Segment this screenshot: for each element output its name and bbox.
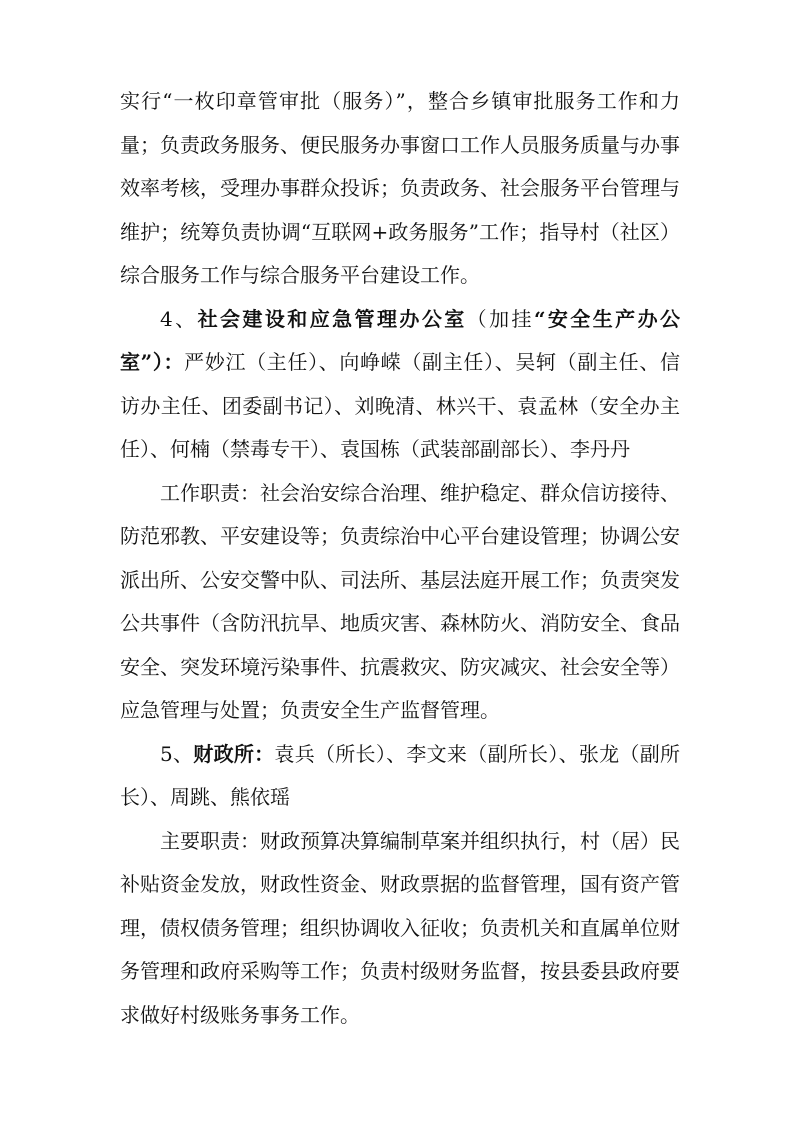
staff-list: 袁兵（所长）、李文来（副所长）、张龙（副所长）、周跳、熊依瑶 xyxy=(120,741,681,809)
section-heading: 社会建设和应急管理办公室 xyxy=(197,306,467,331)
document-body xyxy=(120,80,680,1037)
paragraph-social-emergency-office xyxy=(120,298,680,472)
staff-list: 严妙江（主任）、向峥嵘（副主任）、吴轲（副主任、信访办主任、团委副书记）、刘晚清、林兴干、袁孟林（安全办主任）、何楠（禁毒专干）、袁国栋（武装部副部长）、李丹丹 xyxy=(120,350,680,461)
paragraph-finance-duties: 主要职责：财政预算决算编制草案并组织执行，村（居）民补贴资金发放，财政性资金、财政票据的监督管理，国有资产管理，债权债务管理；组织协调收入征收；负责机关和直属单位财务管理和政府采购等工作；负责村级财务监督，按县委县政府要求做好村级账务事务工作。 xyxy=(120,828,680,1027)
section-heading: 财政所： xyxy=(193,741,275,766)
section-number: 5、 xyxy=(160,741,194,766)
paragraph-social-emergency-duties: 工作职责：社会治安综合治理、维护稳定、群众信访接待、防范邪教、平安建设等；负责综治中心平台建设管理；协调公安派出所、公安交警中队、司法所、基层法庭开展工作；负责突发公共事件（含防汛抗旱、地质灾害、森林防火、消防安全、食品安全、突发环境污染事件、抗震救灾、防灾减灾、社会安全等）应急管理与处置；负责安全生产监督管理。 xyxy=(120,480,680,722)
paragraph-finance-office xyxy=(120,733,680,820)
section-heading-alias: “安全生产办公室”）： xyxy=(120,306,681,374)
paragraph-service-duties: 实行“一枚印章管审批（服务）”，整合乡镇审批服务工作和力量；负责政务服务、便民服务办事窗口工作人员服务质量与办事效率考核，受理办事群众投诉；负责政务、社会服务平台管理与维护；统筹负责协调“互联网+政务服务”工作；指导村（社区）综合服务工作与综合服务平台建设工作。 xyxy=(120,89,680,287)
section-number: 4、 xyxy=(160,306,198,331)
section-heading-note: （加挂 xyxy=(466,306,534,331)
